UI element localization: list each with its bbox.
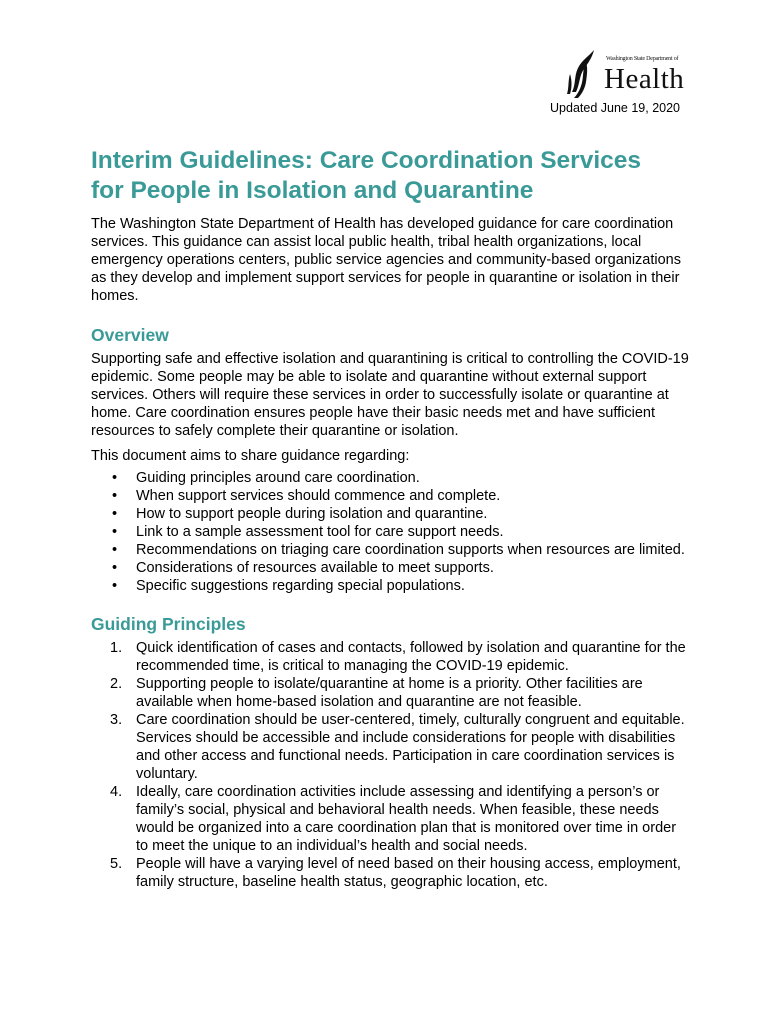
overview-bullet-list [91, 469, 691, 595]
bullet-icon: • [112, 560, 118, 576]
list-item-text: Care coordination should be user-centered, timely, culturally congruent and equitable. Services should be accessible and include considerations for people with disabilities and other access and functional needs. Participation in care coordination services is voluntary. [136, 712, 685, 782]
list-item [91, 855, 691, 891]
bullet-icon: • [112, 542, 118, 558]
list-item-text: Specific suggestions regarding special populations. [136, 578, 465, 594]
list-item [91, 639, 691, 675]
list-item [91, 675, 691, 711]
guiding-principles-heading: Guiding Principles [91, 614, 246, 634]
document-title [91, 146, 691, 206]
title-line-2: for People in Isolation and Quarantine [91, 177, 534, 204]
list-item-text: Guiding principles around care coordination. [136, 470, 420, 486]
list-item-text: Quick identification of cases and contacts, followed by isolation and quarantine for the recommended time, is critical to managing the COVID-19 epidemic. [136, 640, 686, 674]
bullet-icon: • [112, 488, 118, 504]
list-item-number: 3. [110, 712, 123, 728]
guiding-principles-list [91, 639, 691, 891]
overview-heading: Overview [91, 325, 169, 345]
list-item [91, 469, 691, 487]
bullet-icon: • [112, 470, 118, 486]
title-line-1: Interim Guidelines: Care Coordination Services [91, 147, 642, 174]
updated-date: Updated June 19, 2020 [550, 101, 680, 115]
list-item-text: People will have a varying level of need based on their housing access, employment, family structure, baseline health status, geographic location, etc. [136, 856, 681, 890]
bullet-icon: • [112, 524, 118, 540]
list-item-number: 4. [110, 784, 123, 800]
list-item [91, 711, 691, 783]
list-item-text: How to support people during isolation and quarantine. [136, 506, 488, 522]
list-item [91, 487, 691, 505]
logo-department-text: Washington State Department of [606, 56, 679, 62]
list-item-text: Supporting people to isolate/quarantine at home is a priority. Other facilities are available when home-based isolation and quarantine are not feasible. [136, 676, 643, 710]
intro-paragraph: The Washington State Department of Health has developed guidance for care coordination services. This guidance can assist local public health, tribal health organizations, local emergency operations centers, public service agencies and community-based organizations as they develop and implement support services for people in quarantine or isolation in their homes. [91, 216, 681, 304]
list-item-text: Recommendations on triaging care coordination supports when resources are limited. [136, 542, 685, 558]
doh-logo [562, 46, 688, 104]
list-item [91, 523, 691, 541]
list-item-text: Considerations of resources available to meet supports. [136, 560, 494, 576]
list-item-text: Link to a sample assessment tool for care support needs. [136, 524, 504, 540]
bullet-icon: • [112, 578, 118, 594]
list-item [91, 559, 691, 577]
overview-list-intro: This document aims to share guidance regarding: [91, 448, 410, 464]
list-item-text: Ideally, care coordination activities include assessing and identifying a person’s or family’s social, physical and behavioral health needs. When feasible, these needs would be organized into a care coordination plan that is monitored over time in order to meet the unique to an individual’s health and social needs. [136, 784, 677, 854]
list-item [91, 577, 691, 595]
list-item [91, 541, 691, 559]
overview-paragraph: Supporting safe and effective isolation and quarantining is critical to controlling the COVID-19 epidemic. Some people may be able to isolate and quarantine without external support services. Others will require these services in order to successfully isolate or quarantine at home. Care coordination ensures people have their basic needs met and have sufficient resources to safely complete their quarantine or isolation. [91, 351, 689, 439]
logo-health-text: Health [604, 63, 685, 95]
list-item [91, 505, 691, 523]
list-item-number: 5. [110, 856, 123, 872]
doh-logo-mark-icon [564, 48, 604, 100]
list-item-number: 1. [110, 640, 123, 656]
document-body [91, 146, 691, 891]
bullet-icon: • [112, 506, 118, 522]
list-item-text: When support services should commence and complete. [136, 488, 501, 504]
list-item-number: 2. [110, 676, 123, 692]
list-item [91, 783, 691, 855]
